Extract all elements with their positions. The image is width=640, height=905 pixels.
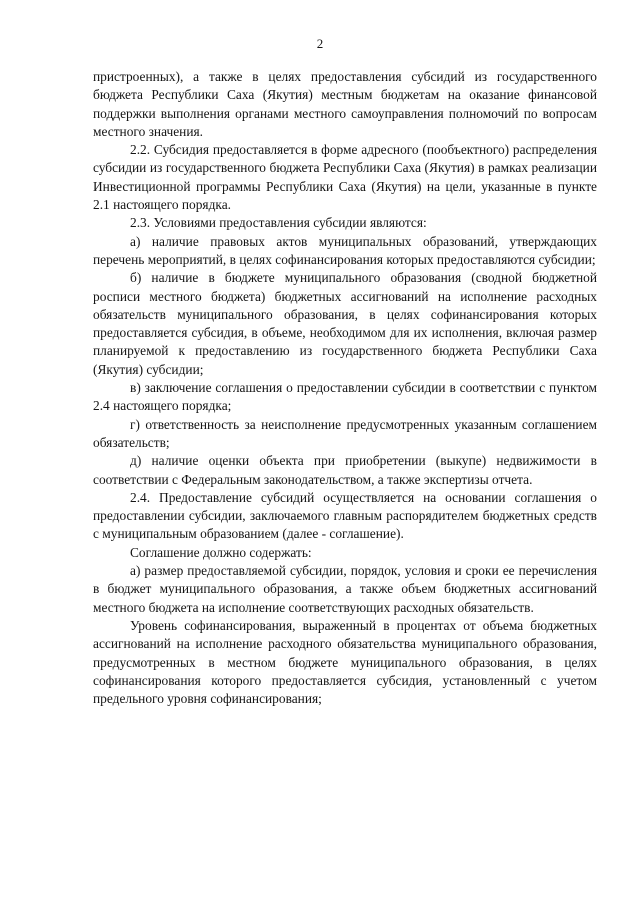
- page-number: 2: [316, 36, 324, 51]
- paragraph-continuation: пристроенных), а также в целях предоставления субсидий из государственного бюджета Республики Саха (Якутия) местным бюджетам на оказание финансовой поддержки выполнения органами местного самоуправления полномочий по вопросам местного значения.: [93, 69, 597, 139]
- paragraph-agreement-contents: Соглашение должно содержать:: [130, 544, 312, 560]
- paragraph-item-g: г) ответственность за неисполнение предусмотренных указанным соглашением обязательств;: [93, 416, 597, 450]
- paragraph-clause-2-4: 2.4. Предоставление субсидий осуществляется на основании соглашения о предоставлении субсидии, заключаемого главным распорядителем бюджетных средств с муниципальным образованием (далее - соглашение).: [93, 489, 597, 542]
- paragraph-item-v: в) заключение соглашения о предоставлении субсидии в соответствии с пунктом 2.4 настоящего порядка;: [93, 380, 597, 414]
- paragraph-item-d: д) наличие оценки объекта при приобретении (выкупе) недвижимости в соответствии с Федеральным законодательством, а также экспертизы отчета.: [93, 453, 597, 487]
- paragraph-item-b: б) наличие в бюджете муниципального образования (сводной бюджетной росписи местного бюджета) бюджетных ассигнований на исполнение расходных обязательств муниципального образования, в целях софинансирования которых предоставляется субсидия, в объеме, необходимом для их исполнения, включая размер планируемой к предоставлению из государственного бюджета Республики Саха (Якутия) субсидии;: [93, 270, 597, 377]
- paragraph-agreement-item-a: а) размер предоставляемой субсидии, порядок, условия и сроки ее перечисления в бюджет муниципального образования, а также объем бюджетных ассигнований местного бюджета на исполнение соответствующих расходных обязательств.: [93, 563, 597, 615]
- paragraph-item-a: а) наличие правовых актов муниципальных образований, утверждающих перечень мероприятий, в целях софинансирования которых предоставляются субсидии;: [93, 233, 597, 267]
- document-body: [93, 68, 597, 708]
- paragraph-clause-2-3: 2.3. Условиями предоставления субсидии являются:: [130, 215, 427, 231]
- paragraph-clause-2-2: 2.2. Субсидия предоставляется в форме адресного (пообъектного) распределения субсидии из государственного бюджета Республики Саха (Якутия) в рамках реализации Инвестиционной программы Республики Саха (Якутия) на цели, указанные в пункте 2.1 настоящего порядка.: [93, 142, 597, 213]
- paragraph-cofinancing-level: Уровень софинансирования, выраженный в процентах от объема бюджетных ассигнований на исполнение расходного обязательства муниципального образования, предусмотренных в местном бюджете муниципального образования, в целях софинансирования которого предоставляется субсидия, установленный с учетом предельного уровня софинансирования;: [93, 617, 597, 707]
